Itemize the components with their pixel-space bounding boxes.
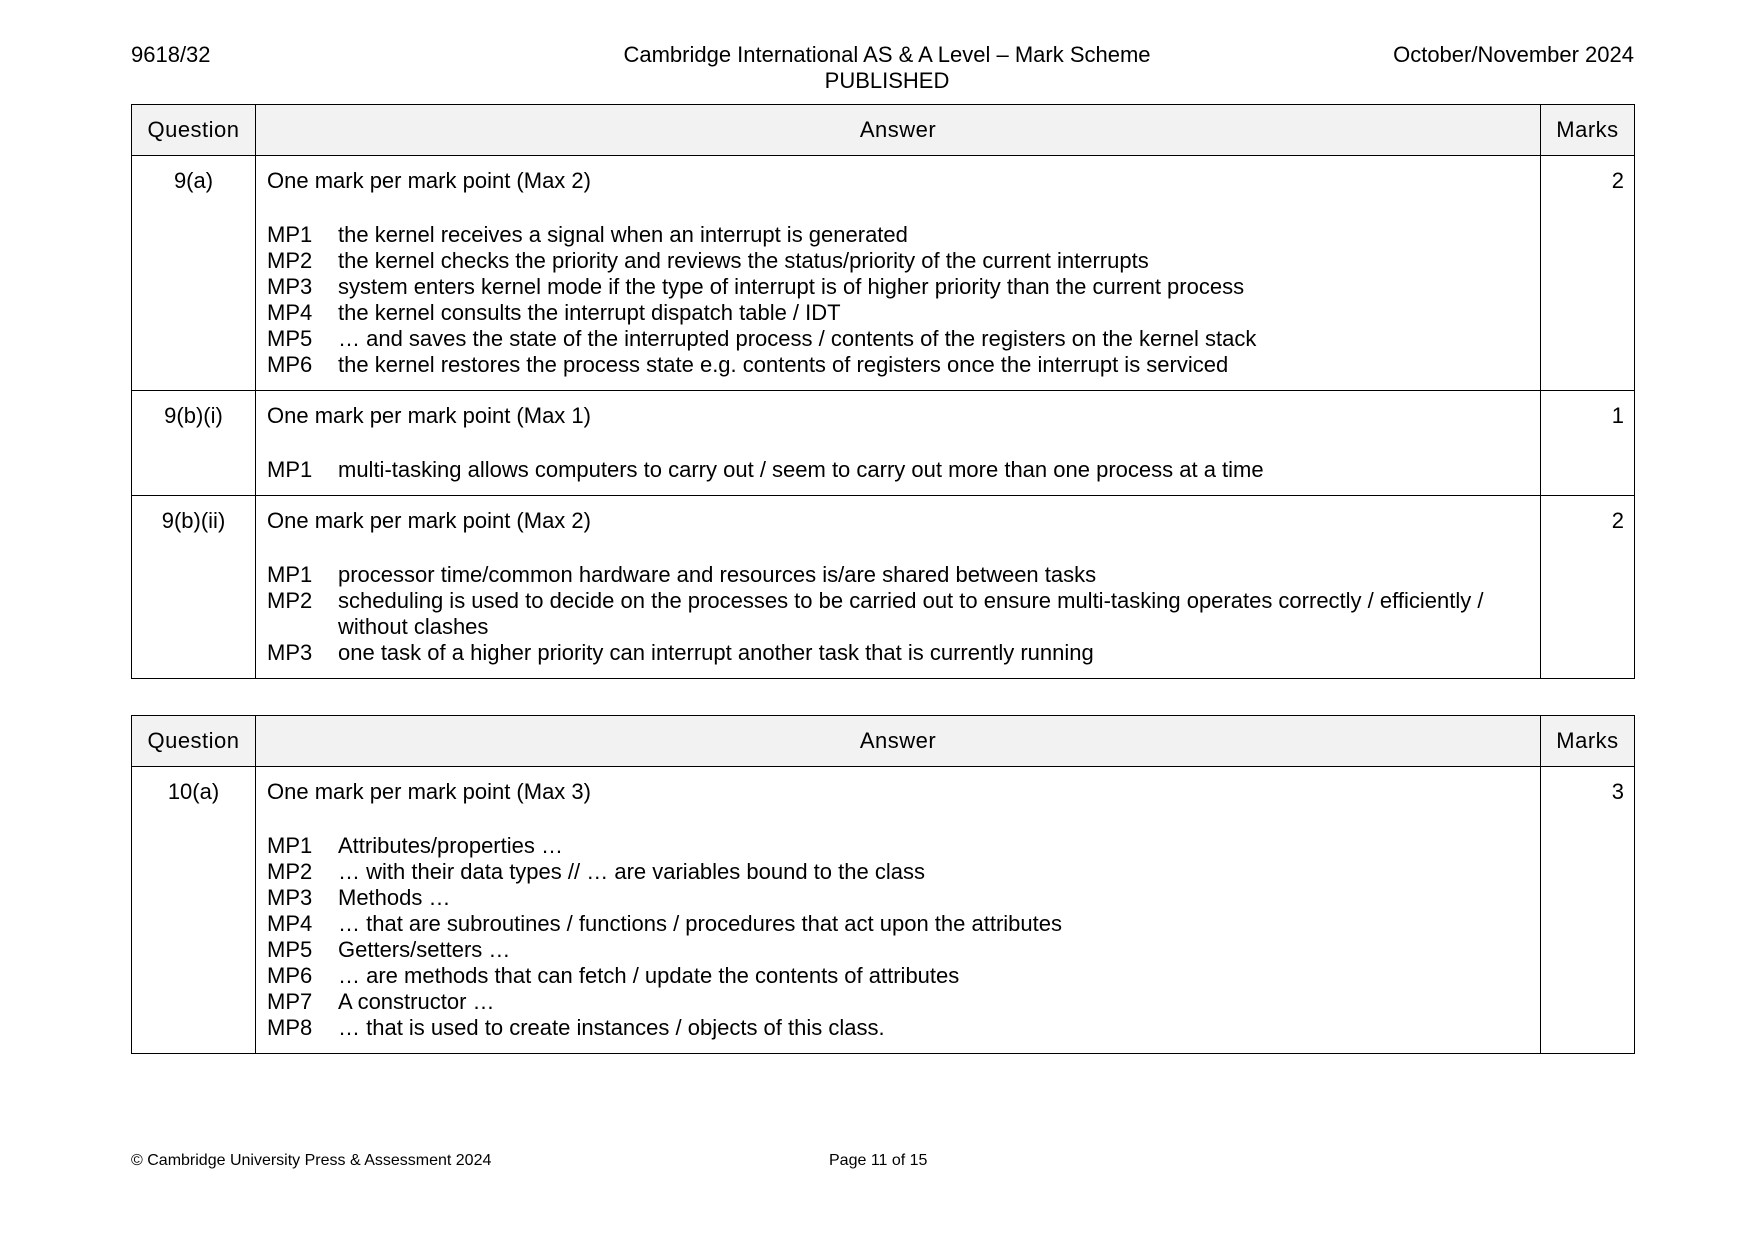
- mark-point-label: MP1: [267, 833, 313, 858]
- mark-point: [267, 248, 1530, 274]
- mark-point-label: MP1: [267, 562, 313, 587]
- table-header-row: [132, 105, 1635, 156]
- page-number: Page 11 of 15: [829, 1152, 928, 1169]
- mark-point: [267, 274, 1530, 300]
- question-number: 9(a): [132, 156, 256, 391]
- mark-point-label: MP4: [267, 911, 313, 936]
- table-header-row: [132, 716, 1635, 767]
- column-header-answer: Answer: [256, 716, 1541, 767]
- mark-point-label: MP1: [267, 457, 313, 482]
- column-header-question: Question: [132, 716, 256, 767]
- marks-value: 3: [1541, 767, 1635, 1054]
- marks-value: 1: [1541, 391, 1635, 496]
- mark-point: [267, 859, 1530, 885]
- column-header-question: Question: [132, 105, 256, 156]
- mark-point-text: … that are subroutines / functions / procedures that act upon the attributes: [338, 911, 1062, 936]
- mark-point-text: Attributes/properties …: [338, 833, 563, 858]
- column-header-answer: Answer: [256, 105, 1541, 156]
- document-title: Cambridge International AS & A Level – Mark Scheme: [623, 42, 1151, 67]
- mark-point-label: MP3: [267, 885, 313, 910]
- mark-point-label: MP5: [267, 937, 313, 962]
- exam-session: October/November 2024: [1393, 42, 1634, 67]
- mark-point-text: multi-tasking allows computers to carry out / seem to carry out more than one process at a time: [338, 457, 1264, 482]
- mark-point-text: processor time/common hardware and resources is/are shared between tasks: [338, 562, 1097, 587]
- mark-point-text: Getters/setters …: [338, 937, 511, 962]
- mark-point-text: the kernel restores the process state e.g. contents of registers once the interrupt is serviced: [338, 352, 1229, 377]
- mark-point-label: MP3: [267, 274, 313, 299]
- mark-point-text: the kernel checks the priority and reviews the status/priority of the current interrupts: [338, 248, 1149, 273]
- mark-point: [267, 911, 1530, 937]
- mark-point: [267, 1015, 1530, 1041]
- mark-point-text: … with their data types // … are variables bound to the class: [338, 859, 925, 884]
- mark-point-text: scheduling is used to decide on the processes to be carried out to ensure multi-tasking operates correctly / efficiently / without clashes: [338, 588, 1484, 639]
- answer-intro: One mark per mark point (Max 1): [267, 403, 591, 428]
- mark-point: [267, 588, 1530, 640]
- mark-point-text: system enters kernel mode if the type of interrupt is of higher priority than the current process: [338, 274, 1245, 299]
- copyright-notice: © Cambridge University Press & Assessment 2024: [131, 1152, 492, 1169]
- mark-point: [267, 833, 1530, 859]
- document-status: PUBLISHED: [824, 68, 950, 93]
- table-row: [132, 391, 1635, 496]
- mark-point: [267, 300, 1530, 326]
- mark-point: [267, 222, 1530, 248]
- mark-point-text: … that is used to create instances / objects of this class.: [338, 1015, 885, 1040]
- answer-cell: [256, 767, 1541, 1054]
- mark-point: [267, 640, 1530, 666]
- table-row: [132, 156, 1635, 391]
- marks-value: 2: [1541, 496, 1635, 679]
- question-number: 9(b)(ii): [132, 496, 256, 679]
- question-number: 9(b)(i): [132, 391, 256, 496]
- mark-point-label: MP7: [267, 989, 313, 1014]
- mark-point-text: … and saves the state of the interrupted process / contents of the registers on the kernel stack: [338, 326, 1257, 351]
- mark-point-text: one task of a higher priority can interrupt another task that is currently running: [338, 640, 1094, 665]
- mark-point-label: MP2: [267, 588, 313, 613]
- mark-point-text: … are methods that can fetch / update the contents of attributes: [338, 963, 960, 988]
- marks-value: 2: [1541, 156, 1635, 391]
- table-row: [132, 496, 1635, 679]
- question-number: 10(a): [132, 767, 256, 1054]
- mark-point-text: A constructor …: [338, 989, 495, 1014]
- answer-cell: [256, 391, 1541, 496]
- mark-point: [267, 963, 1530, 989]
- answer-intro: One mark per mark point (Max 2): [267, 508, 591, 533]
- mark-point: [267, 989, 1530, 1015]
- mark-point-label: MP2: [267, 859, 313, 884]
- mark-point-label: MP2: [267, 248, 313, 273]
- table-row: [132, 767, 1635, 1054]
- mark-point-label: MP8: [267, 1015, 313, 1040]
- column-header-marks: Marks: [1541, 105, 1635, 156]
- mark-scheme-table-1: [131, 104, 1635, 679]
- answer-intro: One mark per mark point (Max 3): [267, 779, 591, 804]
- answer-intro: One mark per mark point (Max 2): [267, 168, 591, 193]
- answer-cell: [256, 496, 1541, 679]
- mark-point-text: the kernel consults the interrupt dispatch table / IDT: [338, 300, 841, 325]
- column-header-marks: Marks: [1541, 716, 1635, 767]
- mark-point-label: MP5: [267, 326, 313, 351]
- answer-cell: [256, 156, 1541, 391]
- mark-point: [267, 562, 1530, 588]
- mark-point-label: MP4: [267, 300, 313, 325]
- mark-point: [267, 326, 1530, 352]
- mark-point-label: MP6: [267, 963, 313, 988]
- mark-point-label: MP6: [267, 352, 313, 377]
- mark-point-label: MP3: [267, 640, 313, 665]
- mark-point: [267, 457, 1530, 483]
- mark-point: [267, 352, 1530, 378]
- mark-point: [267, 885, 1530, 911]
- mark-point: [267, 937, 1530, 963]
- mark-point-label: MP1: [267, 222, 313, 247]
- mark-point-text: Methods …: [338, 885, 451, 910]
- paper-code: 9618/32: [131, 42, 211, 67]
- mark-scheme-table-2: [131, 715, 1635, 1054]
- mark-point-text: the kernel receives a signal when an interrupt is generated: [338, 222, 908, 247]
